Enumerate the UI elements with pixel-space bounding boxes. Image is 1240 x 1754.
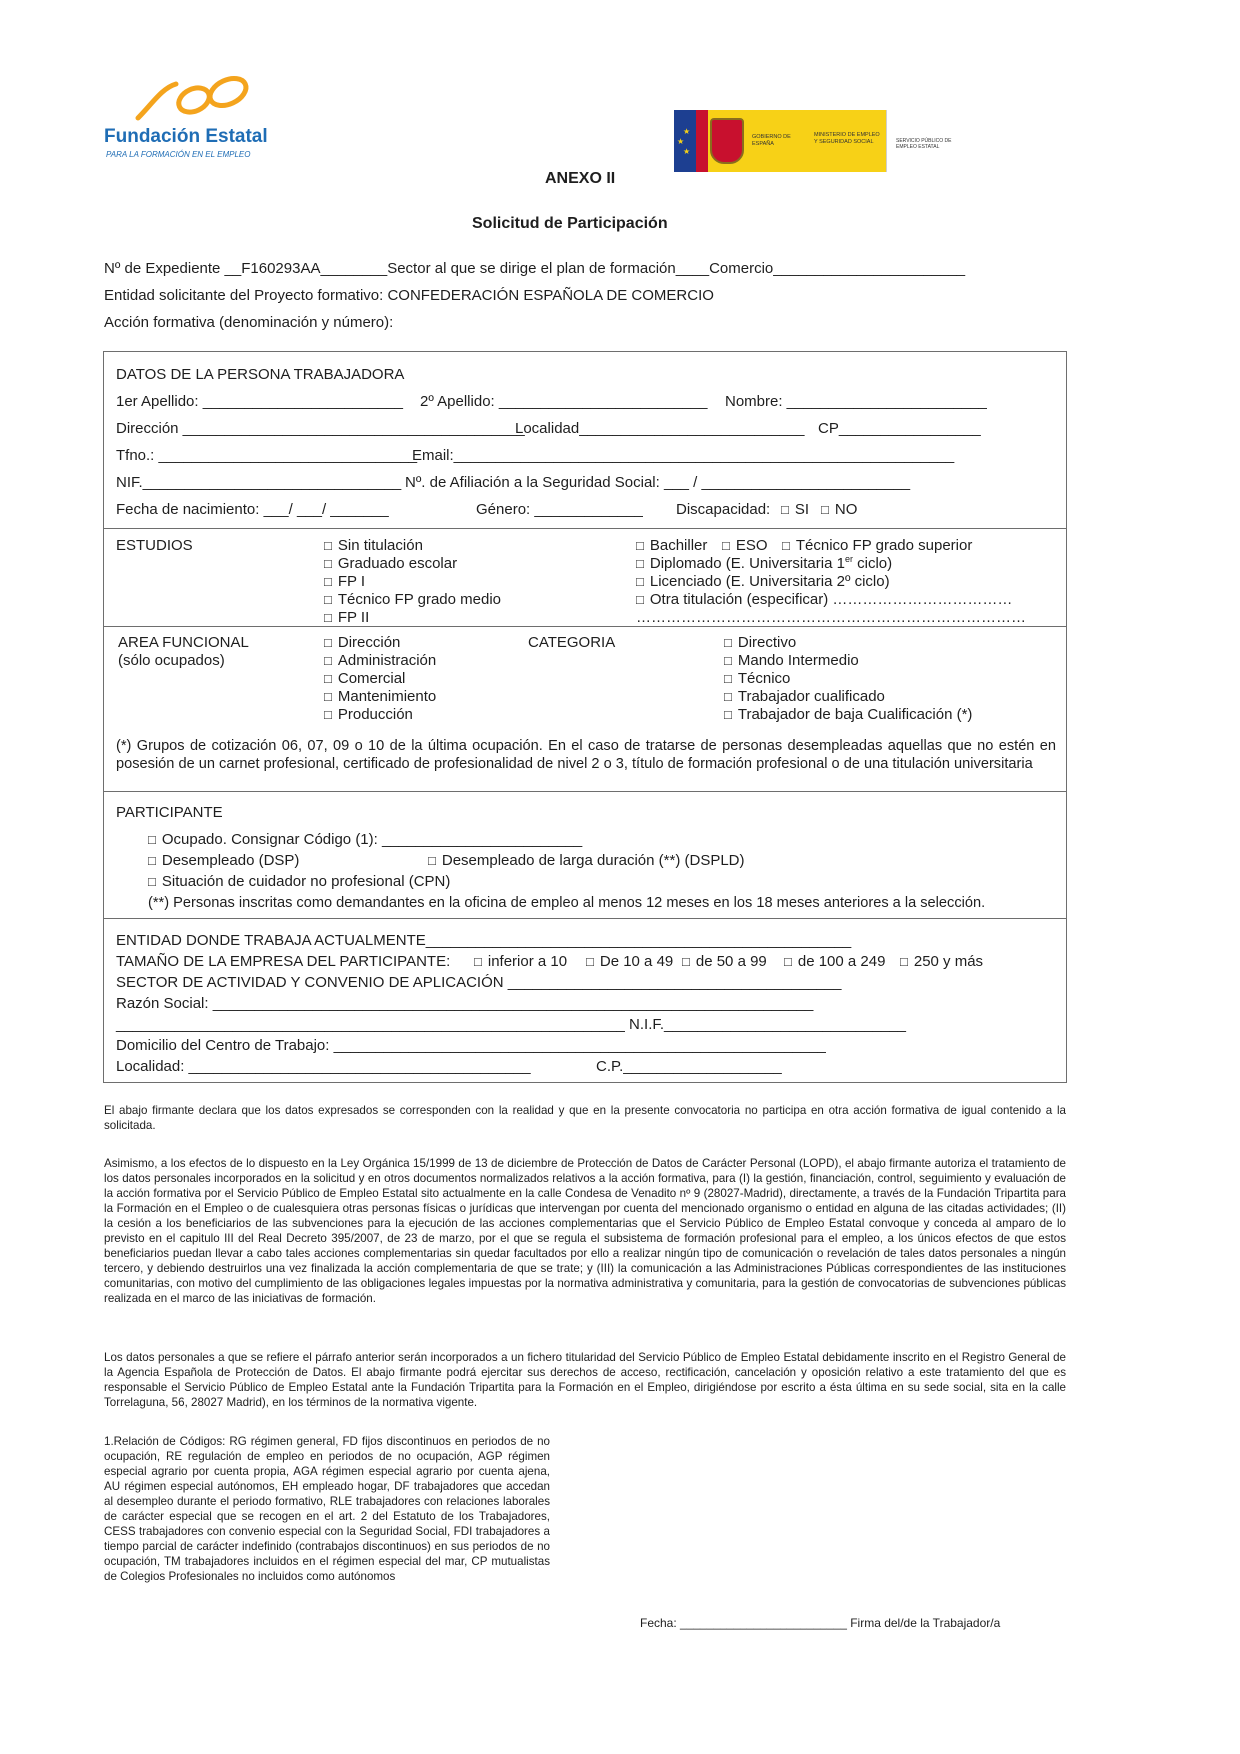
participant-unemployed[interactable] [148, 852, 299, 870]
study-option-label: Graduado escolar [337, 555, 458, 572]
cp-field[interactable]: CP_________________ [818, 420, 981, 437]
area-option-label: Mantenimiento [337, 688, 437, 705]
ministerio-logo [674, 110, 964, 172]
study-option-label: Sin titulación [337, 537, 423, 554]
email-field[interactable]: Email:____________________________________________________________ [412, 447, 955, 464]
data-protection-paragraph: Asimismo, a los efectos de lo dispuesto en la Ley Orgánica 15/1999 de 13 de diciembre de Protección de Datos de Carácter Personal (LOPD), el abajo firmante autoriza el tratamiento de los datos personales incorporados en la solicitud y en otros documentos normalizados relativos a la acción formativa, para (I) la gestión, financiación, control, seguimiento y evaluación de la acción formativa por el Servicio Público de Empleo Estatal sito actualmente en la calle Condesa de Venadito nº 9 (28027-Madrid), directamente, a través de la Fundación Tripartita para la Formación en el Empleo o de cualesquiera otras personas físicas o jurídicas que intervengan por cuenta del mencionado organismo o entidad en alguna de las citadas actividades; (II) la cesión a los beneficiarios de las subvenciones para la ejecución de las acciones complementarias que el Servicio Público de Empleo Estatal convoque y conceda al amparo de lo previsto en el capitulo III del Real Decreto 395/2007, de 23 de marzo, por el que se regula el subsistema de formación profesional para el empleo, a los únicos efectos de que estos beneficiarios puedan llevar a cabo tales acciones complementarias sin quedar facultados por ello a realizar ningún tipo de comunicación o revelación de tales datos personales a ningún tercero, y debiendo destruirlos una vez finalizada la acción complementaria de que se trate; y (III) la comunicación a las Administraciones Públicas correspondientes de las instituciones comunitarias, con motivo del cumplimiento de las obligaciones legales impuestas por la normativa administrativa y comunitaria, para la gestión de convocatorias de subvenciones públicas realizada en el marco de las iniciativas de formación. [104, 1157, 1066, 1305]
gender-field[interactable]: Género: _____________ [476, 501, 643, 518]
page-title: Solicitud de Participación [472, 215, 668, 232]
category-option-baja[interactable] [724, 706, 972, 724]
participant-note: (**) Personas inscritas como demandantes en la oficina de empleo al menos 12 meses en los 18 meses anteriores a la selección. [148, 895, 986, 911]
study-option-otra[interactable] [636, 591, 1012, 609]
study-option-fp1[interactable] [324, 573, 365, 591]
category-option-directivo[interactable] [724, 634, 796, 652]
company-size-label: de 100 a 249 [797, 953, 886, 970]
disability-label: Discapacidad: [676, 501, 771, 518]
company-size-label: 250 y más [913, 953, 984, 970]
study-option-tecnico-superior[interactable] [782, 537, 972, 555]
workplace-cp-field[interactable]: C.P.___________________ [596, 1058, 782, 1075]
area-option-direccion[interactable] [324, 634, 400, 652]
study-option-label: ciclo) [852, 555, 893, 572]
company-size-50-99[interactable] [682, 953, 767, 971]
disability-no-label: NO [834, 501, 858, 518]
study-option-label: Otra titulación (especificar) ……………………………… [649, 591, 1013, 608]
company-size-under-10[interactable] [474, 953, 567, 971]
company-size-label: de 50 a 99 [695, 953, 767, 970]
area-option-produccion[interactable] [324, 706, 413, 724]
nif-field[interactable]: NIF._______________________________ [116, 474, 402, 491]
company-size-10-49[interactable] [586, 953, 673, 971]
birth-date-field[interactable]: Fecha de nacimiento: ___/ ___/ _______ [116, 501, 389, 518]
data-rights-paragraph: Los datos personales a que se refiere el párrafo anterior serán incorporados a un fichero titularidad del Servicio Público de Empleo Estatal debidamente inscrito en el Registro General de la Agencia Española de Protección de Datos. El abajo firmante podrá ejercitar sus derechos de acceso, rectificación, cancelación y oposición relativo a este tratamiento del que es responsable el Servicio Público de Empleo Estatal ante la Fundación Tripartita para la Formación en el Empleo, dirigiéndose por escrito a ésta última en su sede social, sita en la calle Torrelaguna, 56, 28027 Madrid), en los términos de la normativa vigente. [104, 1351, 1066, 1409]
participant-option-label: Desempleado de larga duración (**) (DSPLD) [441, 852, 745, 869]
area-option-label: Dirección [337, 634, 401, 651]
codes-footnote: 1.Relación de Códigos: RG régimen general, FD fijos discontinuos en periodos de no ocupación, RE regulación de empleo en periodos de no ocupación, AGP régimen especial agrario por cuenta propia, AGA régimen especial agrario por cuenta ajena, AU régimen especial autónomos, EH empleado hogar, DF trabajadores que accedan al desempleo durante el periodo formativo, RLE trabajadores con relaciones laborales de carácter especial que se recogen en el art. 2 del Estatuto de los Trabajadores, CESS trabajadores con convenio especial con la Seguridad Social, FDI trabajadores a tiempo parcial de carácter indefinido (contrabajos discontinuos) en sus periodos de no ocupación, TM trabajadores incluidos en el régimen especial del mar, CP mutualistas de Colegios Profesionales no incluidos como autónomos [104, 1435, 550, 1583]
workplace-address-field[interactable]: Domicilio del Centro de Trabajo: ___________________________________________________________ [116, 1037, 826, 1054]
company-size-100-249[interactable] [784, 953, 885, 971]
fundacion-logo [104, 74, 284, 164]
company-name-field[interactable]: Razón Social: ________________________________________________________________________ [116, 995, 814, 1012]
gobierno-label: GOBIERNO DE ESPAÑA [752, 134, 791, 147]
social-security-field[interactable]: Nº. de Afiliación a la Seguridad Social: ___ / _________________________ [405, 474, 911, 491]
participant-caregiver[interactable] [148, 873, 450, 891]
participant-option-label: Ocupado. Consignar Código (1): ________________________ [161, 831, 583, 848]
ministerio-label: MINISTERIO DE EMPLEO Y SEGURIDAD SOCIAL [814, 132, 880, 145]
fundacion-logo-name: Fundación Estatal [104, 126, 268, 147]
worker-heading: DATOS DE LA PERSONA TRABAJADORA [116, 366, 405, 383]
phone-field[interactable]: Tfno.: _______________________________ [116, 447, 418, 464]
workplace-locality-field[interactable]: Localidad: _________________________________________ [116, 1058, 531, 1075]
study-option-tecnico-medio[interactable] [324, 591, 501, 609]
study-option-eso[interactable] [722, 537, 768, 555]
company-sector-field[interactable]: SECTOR DE ACTIVIDAD Y CONVENIO DE APLICACIÓN ________________________________________ [116, 974, 842, 991]
study-option-label: Técnico FP grado medio [337, 591, 501, 608]
study-option-label: Diplomado (E. Universitaria 1 [649, 555, 845, 572]
area-sublabel: (sólo ocupados) [118, 652, 225, 669]
category-option-label: Técnico [737, 670, 791, 687]
locality-field[interactable]: Localidad___________________________ [515, 420, 805, 437]
eu-flag-icon: ★ ★ ★ [674, 110, 696, 172]
participant-long-unemployed[interactable] [428, 852, 745, 870]
address-field[interactable]: Dirección _________________________________________ [116, 420, 525, 437]
study-option-label: FP II [337, 609, 370, 626]
company-size-label: De 10 a 49 [599, 953, 674, 970]
declaration-paragraph: El abajo firmante declara que los datos expresados se corresponden con la realidad y que en la presente convocatoria no participa en otra acción formativa de igual contenido a la solicitada. [104, 1104, 1066, 1132]
annex-title: ANEXO II [545, 170, 616, 187]
category-option-mando[interactable] [724, 652, 859, 670]
company-nif-field[interactable]: _____________________________________________________________ N.I.F._____________________________ [116, 1016, 906, 1033]
area-option-label: Producción [337, 706, 413, 723]
fundacion-logo-tagline: PARA LA FORMACIÓN EN EL EMPLEO [106, 150, 251, 159]
category-option-label: Trabajador de baja Cualificación (*) [737, 706, 973, 723]
area-option-mantenimiento[interactable] [324, 688, 436, 706]
studies-label: ESTUDIOS [116, 537, 193, 554]
study-option-graduado[interactable] [324, 555, 457, 573]
area-option-label: Administración [337, 652, 437, 669]
study-option-bachiller[interactable] [636, 537, 707, 555]
study-option-fp2[interactable] [324, 609, 369, 627]
disability-no-checkbox[interactable] [821, 501, 857, 519]
disability-yes-checkbox[interactable] [781, 501, 809, 519]
expediente-line[interactable]: Nº de Expediente __F160293AA________Sector al que se dirige el plan de formación____Comercio_______________________ [104, 260, 966, 277]
participant-option-label: Situación de cuidador no profesional (CPN) [161, 873, 451, 890]
study-option-licenciado[interactable] [636, 573, 890, 591]
fundacion-logo-mark [132, 74, 262, 124]
action-line[interactable]: Acción formativa (denominación y número): [104, 314, 394, 331]
sepe-label: SERVICIO PÚBLICO DE EMPLEO ESTATAL [896, 138, 952, 150]
coat-of-arms-icon [710, 118, 744, 164]
company-entity-field[interactable]: ENTIDAD DONDE TRABAJA ACTUALMENTE___________________________________________________ [116, 932, 852, 949]
study-other-dots[interactable]: …………………………………………………………………… [636, 609, 1026, 626]
participant-heading: PARTICIPANTE [116, 804, 223, 821]
study-option-label: ESO [735, 537, 768, 554]
category-option-label: Trabajador cualificado [737, 688, 885, 705]
study-option-label: Bachiller [649, 537, 708, 554]
category-option-tecnico[interactable] [724, 670, 790, 688]
surname2-field[interactable]: 2º Apellido: _________________________ [420, 393, 708, 410]
surname1-field[interactable]: 1er Apellido: ________________________ [116, 393, 403, 410]
study-option-label: FP I [337, 573, 366, 590]
name-field[interactable]: Nombre: ________________________ [725, 393, 987, 410]
category-note: (*) Grupos de cotización 06, 07, 09 o 10 de la última ocupación. En el caso de tratarse de personas desempleadas aquellas que no estén en posesión de un carnet profesional, certificado de profesionalidad de nivel 2 o 3, título de formación profesional o de una titulación universitaria [116, 738, 1056, 772]
disability-yes-label: SI [794, 501, 810, 518]
entity-line[interactable]: Entidad solicitante del Proyecto formativo: CONFEDERACIÓN ESPAÑOLA DE COMERCIO [104, 287, 714, 304]
company-size-label: TAMAÑO DE LA EMPRESA DEL PARTICIPANTE: [116, 953, 451, 970]
study-option-label: Licenciado (E. Universitaria 2º ciclo) [649, 573, 890, 590]
category-label: CATEGORIA [528, 634, 616, 651]
area-option-comercial[interactable] [324, 670, 405, 688]
company-size-250-plus[interactable] [900, 953, 983, 971]
signature-line[interactable]: Fecha: _________________________ Firma del/de la Trabajador/a [640, 1616, 1001, 1630]
area-label: AREA FUNCIONAL [118, 634, 249, 651]
study-option-diplomado[interactable] [636, 555, 892, 573]
study-option-sup: er [844, 554, 853, 564]
area-option-administracion[interactable] [324, 652, 436, 670]
company-size-label: inferior a 10 [487, 953, 568, 970]
study-option-label: Técnico FP grado superior [795, 537, 973, 554]
participant-occupied[interactable] [148, 831, 582, 849]
participant-option-label: Desempleado (DSP) [161, 852, 300, 869]
category-option-label: Mando Intermedio [737, 652, 859, 669]
study-option-sin-titulacion[interactable] [324, 537, 423, 555]
area-option-label: Comercial [337, 670, 406, 687]
category-option-cualificado[interactable] [724, 688, 885, 706]
category-option-label: Directivo [737, 634, 797, 651]
